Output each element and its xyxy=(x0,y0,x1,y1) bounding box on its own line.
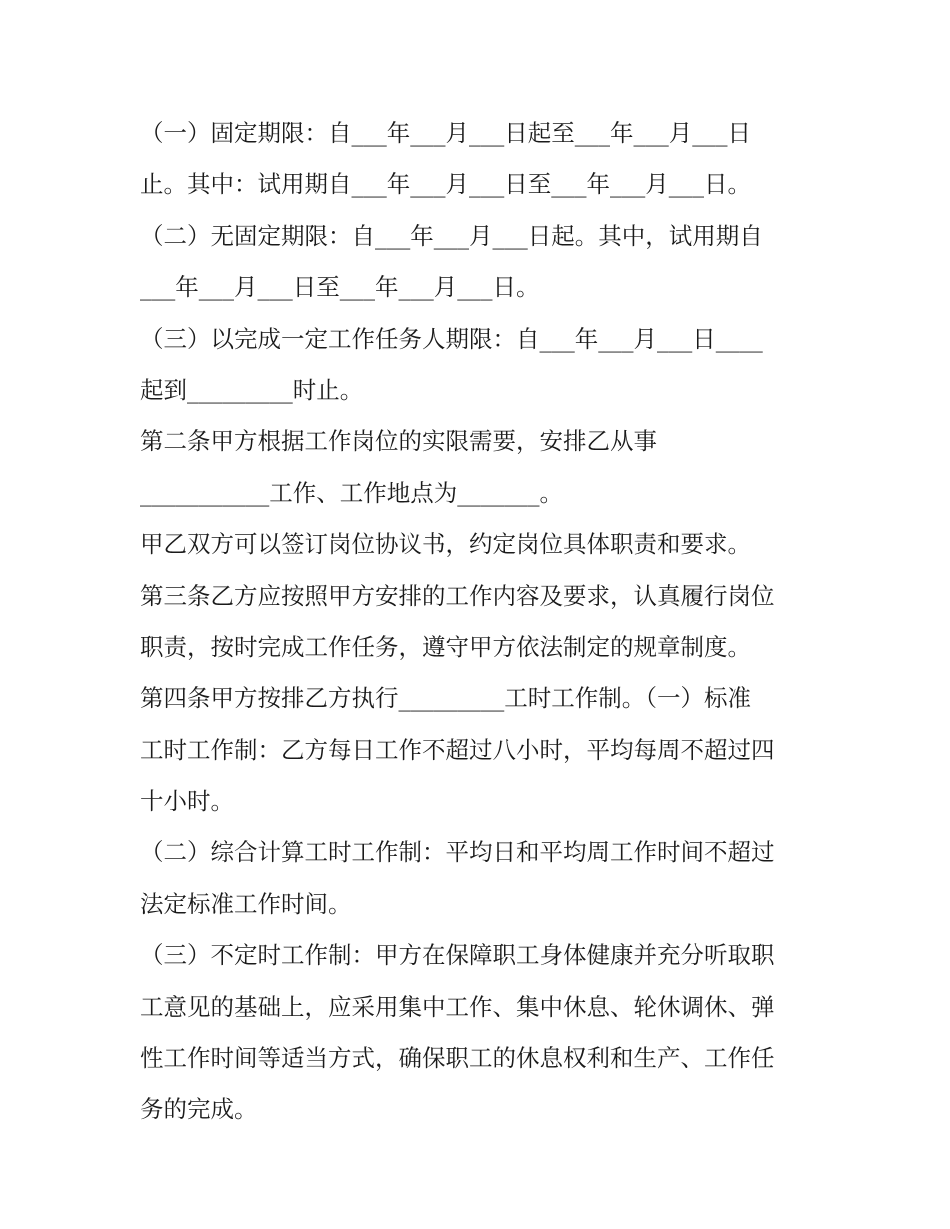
text-line: 第二条甲方根据工作岗位的实限需要，安排乙从事 xyxy=(140,427,657,456)
text-line: 工时工作制：乙方每日工作不超过八小时，平均每周不超过四 xyxy=(140,735,775,764)
text-line: ___年___月___日至___年___月___日。 xyxy=(140,273,540,302)
text-line: （二）综合计算工时工作制：平均日和平均周工作时间不超过 xyxy=(140,838,775,867)
text-line: 十小时。 xyxy=(140,787,234,816)
document-body xyxy=(140,108,820,1136)
text-line: 第三条乙方应按照甲方安排的工作内容及要求，认真履行岗位 xyxy=(140,581,775,610)
text-line: 性工作时间等适当方式，确保职工的休息权利和生产、工作任 xyxy=(140,1044,775,1073)
text-line: （二）无固定期限：自___年___月___日起。其中，试用期自 xyxy=(140,221,763,250)
text-line: 工意见的基础上，应采用集中工作、集中休息、轮休调休、弹 xyxy=(140,992,775,1021)
text-line: 起到_________时止。 xyxy=(140,375,364,404)
text-line: 职责，按时完成工作任务，遵守甲方依法制定的规章制度。 xyxy=(140,632,751,661)
text-line: 甲乙双方可以签订岗位协议书，约定岗位具体职责和要求。 xyxy=(140,530,751,559)
text-line: ___________工作、工作地点为_______。 xyxy=(140,478,563,507)
text-line: 法定标准工作时间。 xyxy=(140,889,352,918)
text-line: （三）以完成一定工作任务人期限：自___年___月___日____ xyxy=(140,324,763,353)
text-line: （一）固定期限：自___年___月___日起至___年___月___日 xyxy=(140,119,751,147)
text-line: 止。其中：试用期自___年___月___日至___年___月___日。 xyxy=(140,170,751,199)
text-line: （三）不定时工作制：甲方在保障职工身体健康并充分听取职 xyxy=(140,941,775,970)
text-line: 务的完成。 xyxy=(140,1095,258,1124)
text-line: 第四条甲方按排乙方执行_________工时工作制。（一）标准 xyxy=(140,684,751,713)
